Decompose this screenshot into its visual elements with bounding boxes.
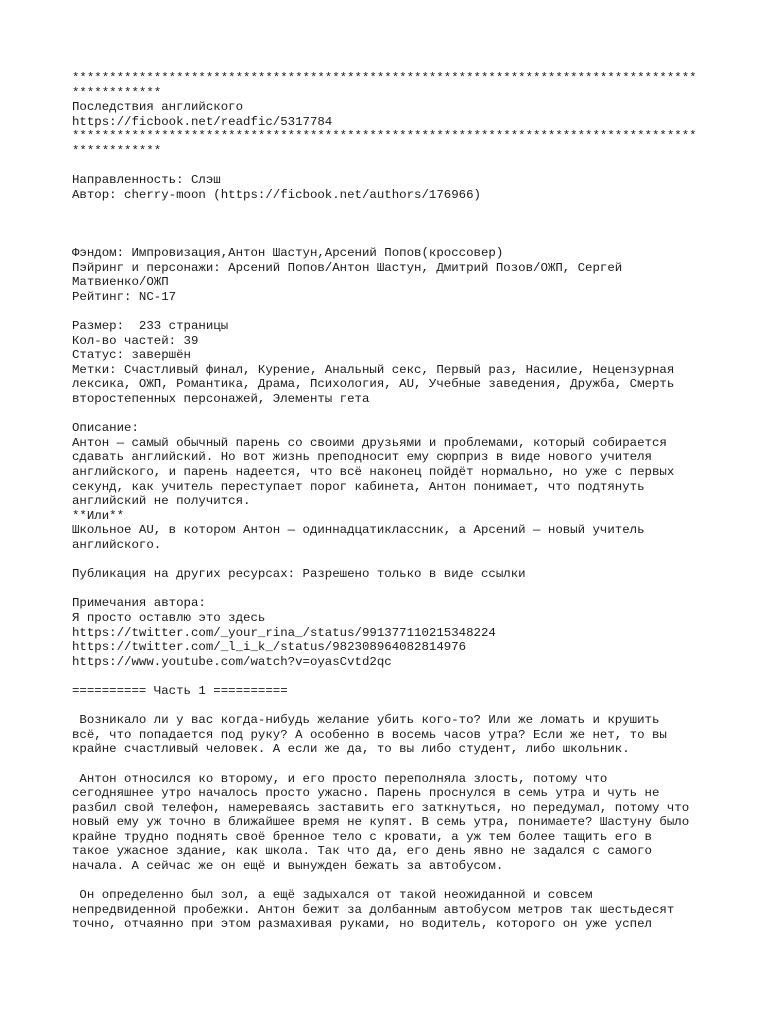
paragraph-line: сегодняшнее утро началось просто ужасно. Парень проснулся в семь утра и чуть не (72, 786, 660, 801)
paragraph-line: крайне трудно поднять своё бренное тело с кровати, а уж тем более тащить его в (72, 829, 652, 844)
tags-field: второстепенных персонажей, Элементы гета (72, 392, 370, 407)
rating-field: Рейтинг: NC-17 (72, 289, 177, 304)
separator-stars: ************ (72, 143, 162, 158)
paragraph-line: точно, отчаянно при этом размахивая руками, но водитель, которого он уже успел (72, 917, 652, 932)
tags-field: Метки: Счастливый финал, Курение, Анальный секс, Первый раз, Насилие, Нецензурная (72, 362, 675, 377)
description-line: английского. (72, 538, 162, 553)
chapter-title: ========== Часть 1 ========== (72, 683, 288, 698)
direction-field: Направленность: Слэш (72, 173, 221, 188)
description-heading: Описание: (72, 421, 139, 436)
author-field: Автор: cherry-moon (https://ficbook.net/authors/176966) (72, 187, 481, 202)
description-line: английский не получится. (72, 494, 251, 509)
description-line: сдавать английский. Но вот жизнь преподносит ему сюрприз в виде нового учителя (72, 450, 652, 465)
notes-line: Я просто оставлю это здесь (72, 610, 266, 625)
tags-field: лексика, ОЖП, Романтика, Драма, Психология, AU, Учебные заведения, Дружба, Смерть (72, 377, 675, 392)
work-title: Последствия английского (72, 100, 244, 115)
paragraph-line: начала. А сейчас же он ещё и вынужден бежать за автобусом. (72, 859, 504, 874)
fandom-field: Фэндом: Импровизация,Антон Шастун,Арсений Попов(кроссовер) (72, 246, 504, 261)
description-line: Антон — самый обычный парень со своими друзьями и проблемами, который собирается (72, 435, 667, 450)
publication-field: Публикация на других ресурсах: Разрешено только в виде ссылки (72, 567, 526, 582)
paragraph-line: Он определенно был зол, а ещё задыхался от такой неожиданной и совсем (72, 888, 593, 903)
paragraph-line: новый ему уж точно в ближайшее время не купят. В семь утра, понимаете? Шастуну было (72, 815, 690, 830)
description-line: английского, и парень надеется, что всё наконец пойдёт нормально, но уже с первых (72, 465, 675, 480)
notes-link: https://twitter.com/_your_rina_/status/991377110215348224 (72, 625, 496, 640)
paragraph-line: Возникало ли у вас когда-нибудь желание убить кого-то? Или же ломать и крушить (72, 713, 660, 728)
pairing-field: Пэйринг и персонажи: Арсений Попов/Антон Шастун, Дмитрий Позов/ОЖП, Сергей (72, 260, 623, 275)
separator-stars: ************************************************************************************ (72, 129, 697, 144)
description-line: **Или** (72, 508, 125, 523)
description-line: секунд, как учитель переступает порог кабинета, Антон понимает, что подтянуть (72, 479, 645, 494)
paragraph-line: всё, что попадается под руку? А особенно в восемь часов утра? Если же нет, то вы (72, 727, 667, 742)
paragraph-line: непредвиденной пробежки. Антон бежит за долбанным автобусом метров так шестьдесят (72, 902, 675, 917)
size-field: Размер: 233 страницы (72, 319, 229, 334)
status-field: Статус: завершён (72, 348, 191, 363)
parts-field: Кол-во частей: 39 (72, 333, 199, 348)
notes-link: https://twitter.com/_l_i_k_/status/982308964082814976 (72, 640, 467, 655)
separator-stars: ************************************************************************************ (72, 71, 697, 85)
paragraph-line: Антон относился ко второму, и его просто переполняла злость, потому что (72, 771, 608, 786)
description-line: Школьное AU, в котором Антон — одиннадцатиклассник, а Арсений — новый учитель (72, 523, 645, 538)
pairing-field: Матвиенко/ОЖП (72, 275, 169, 290)
separator-stars: ************ (72, 85, 162, 100)
paragraph-line: такое ужасное здание, как школа. Так что да, его день явно не задался с самого (72, 844, 652, 859)
paragraph-line: крайне счастливый человек. А если же да, то вы либо студент, либо школьник. (72, 742, 630, 757)
paragraph-line: разбил свой телефон, намереваясь заставить его заткнуться, но передумал, потому что (72, 800, 690, 815)
notes-heading: Примечания автора: (72, 596, 206, 611)
document-page (72, 71, 702, 932)
work-url: https://ficbook.net/readfic/5317784 (72, 114, 333, 129)
notes-link: https://www.youtube.com/watch?v=oyasCvtd2qc (72, 654, 392, 669)
